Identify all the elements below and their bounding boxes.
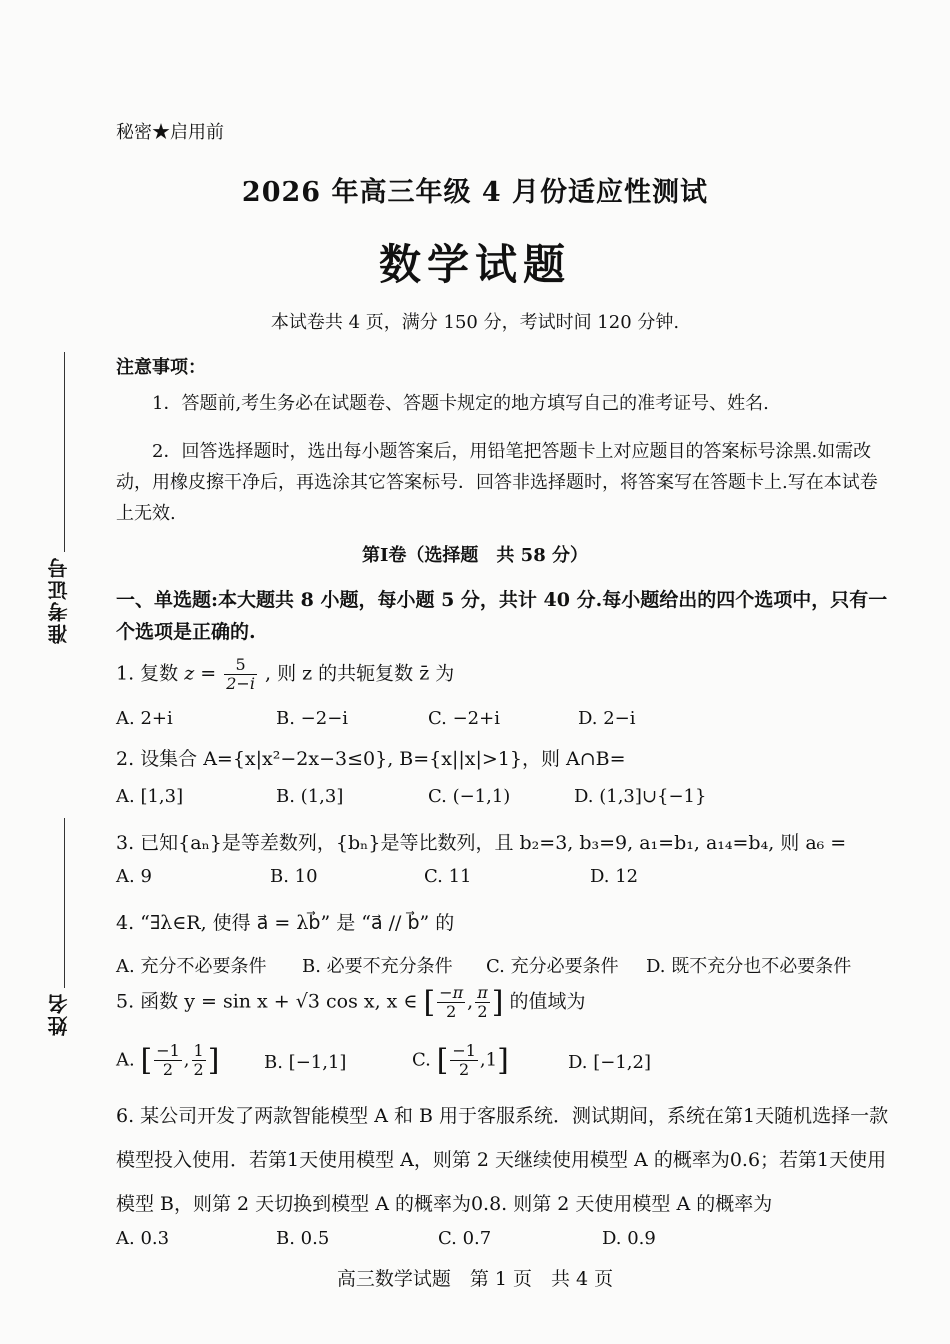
option: A. [ $\frac{-1}{2}$ , $\frac{1}{2}$ ] xyxy=(116,1041,220,1079)
note-item: 2．回答选择题时，选出每小题答案后，用铅笔把答题卡上对应题目的答案标号涂黑.如需改动，用橡皮擦干净后，再选涂其它答案标号．回答非选择题时，将答案写在答题卡上.写在本试卷上无效. xyxy=(116,441,878,524)
question-2: 2. 设集合 A={x|x²−2x−3≤0}, B={x||x|>1}，则 A∩B= xyxy=(116,748,626,770)
exam-no-label: 准考证号 xyxy=(47,556,71,644)
option: D. 0.9 xyxy=(602,1228,656,1249)
option: D. 12 xyxy=(590,866,639,887)
option: C. 0.7 xyxy=(438,1228,492,1249)
option: B. −2−i xyxy=(276,708,349,729)
options-q2 xyxy=(116,786,896,816)
subject-title: 数学试题 xyxy=(378,240,571,289)
question-5: 5. 函数 y = sin x + √3 cos x, x ∈ [ $\frac{-\pi}{2}$ , $\frac{\pi}{2}$ ] 的值域为 xyxy=(116,983,586,1021)
option: A. 充分不必要条件 xyxy=(116,956,267,977)
option: B. 0.5 xyxy=(276,1228,330,1249)
option: A. 0.3 xyxy=(116,1228,170,1249)
question-1: 1. 复数 z = $\frac{5}{2-i}$ , 则 z 的共轭复数 z̄ 为 xyxy=(116,655,455,693)
fraction: $\frac{5}{2-i}$ xyxy=(226,655,255,693)
question-6: 6. 某公司开发了两款智能模型 A 和 B 用于客服系统．测试期间，系统在第1天随机选择一款模型投入使用．若第1天使用模型 A，则第 2 天继续使用模型 A 的概率为0.6；若第1天使用模型 B，则第 2 天切换到模型 A 的概率为0.8. 则第 2 天使用模型 A 的概率为 xyxy=(116,1105,889,1215)
exam-info: 本试卷共 4 页，满分 150 分，考试时间 120 分钟. xyxy=(270,312,680,333)
option: B. (1,3] xyxy=(276,786,344,807)
secret-label: 秘密★启用前 xyxy=(116,122,224,143)
option: C. −2+i xyxy=(428,708,500,729)
option: D. 2−i xyxy=(578,708,636,729)
option: C. [ $\frac{-1}{2}$ ,1] xyxy=(412,1041,509,1079)
name-line xyxy=(64,818,65,988)
option: B. [−1,1] xyxy=(264,1052,347,1073)
option: C. (−1,1) xyxy=(428,786,511,807)
option: A. 9 xyxy=(116,866,152,887)
option: A. [1,3] xyxy=(116,786,184,807)
option: A. 2+i xyxy=(116,708,173,729)
notes-title: 注意事项： xyxy=(116,357,206,378)
exam-no-line xyxy=(64,352,65,552)
option: D. 既不充分也不必要条件 xyxy=(646,956,852,977)
page-footer: 高三数学试题 第 1 页 共 4 页 xyxy=(336,1268,614,1290)
options-q1 xyxy=(116,708,896,738)
question-3: 3. 已知{aₙ}是等差数列，{bₙ}是等比数列，且 b₂=3, b₃=9, a₁=b₁, a₁₄=b₄, 则 a₆ = xyxy=(116,832,847,854)
options-q6 xyxy=(116,1228,896,1258)
question-4: 4. “∃λ∈R, 使得 a⃗ = λb⃗” 是 “a⃗ // b⃗” 的 xyxy=(116,912,455,934)
option: B. 必要不充分条件 xyxy=(302,956,453,977)
option: C. 11 xyxy=(424,866,472,887)
name-label: 姓名 xyxy=(47,992,71,1036)
option: C. 充分必要条件 xyxy=(486,956,619,977)
note-item: 1．答题前,考生务必在试题卷、答题卡规定的地方填写自己的准考证号、姓名. xyxy=(152,393,769,414)
options-q5 xyxy=(116,1042,896,1088)
options-q4 xyxy=(116,952,896,982)
exam-title: 2026 年高三年级 4 月份适应性测试 xyxy=(241,177,709,208)
option: B. 10 xyxy=(270,866,318,887)
option: D. [−1,2] xyxy=(568,1052,651,1073)
option: D. (1,3]∪{−1} xyxy=(574,786,707,807)
options-q3 xyxy=(116,866,896,896)
section-title: 第Ⅰ卷（选择题 共 58 分） xyxy=(361,545,588,566)
part-title: 一、单选题:本大题共 8 小题，每小题 5 分，共计 40 分.每小题给出的四个选项中，只有一个选项是正确的. xyxy=(116,589,888,643)
